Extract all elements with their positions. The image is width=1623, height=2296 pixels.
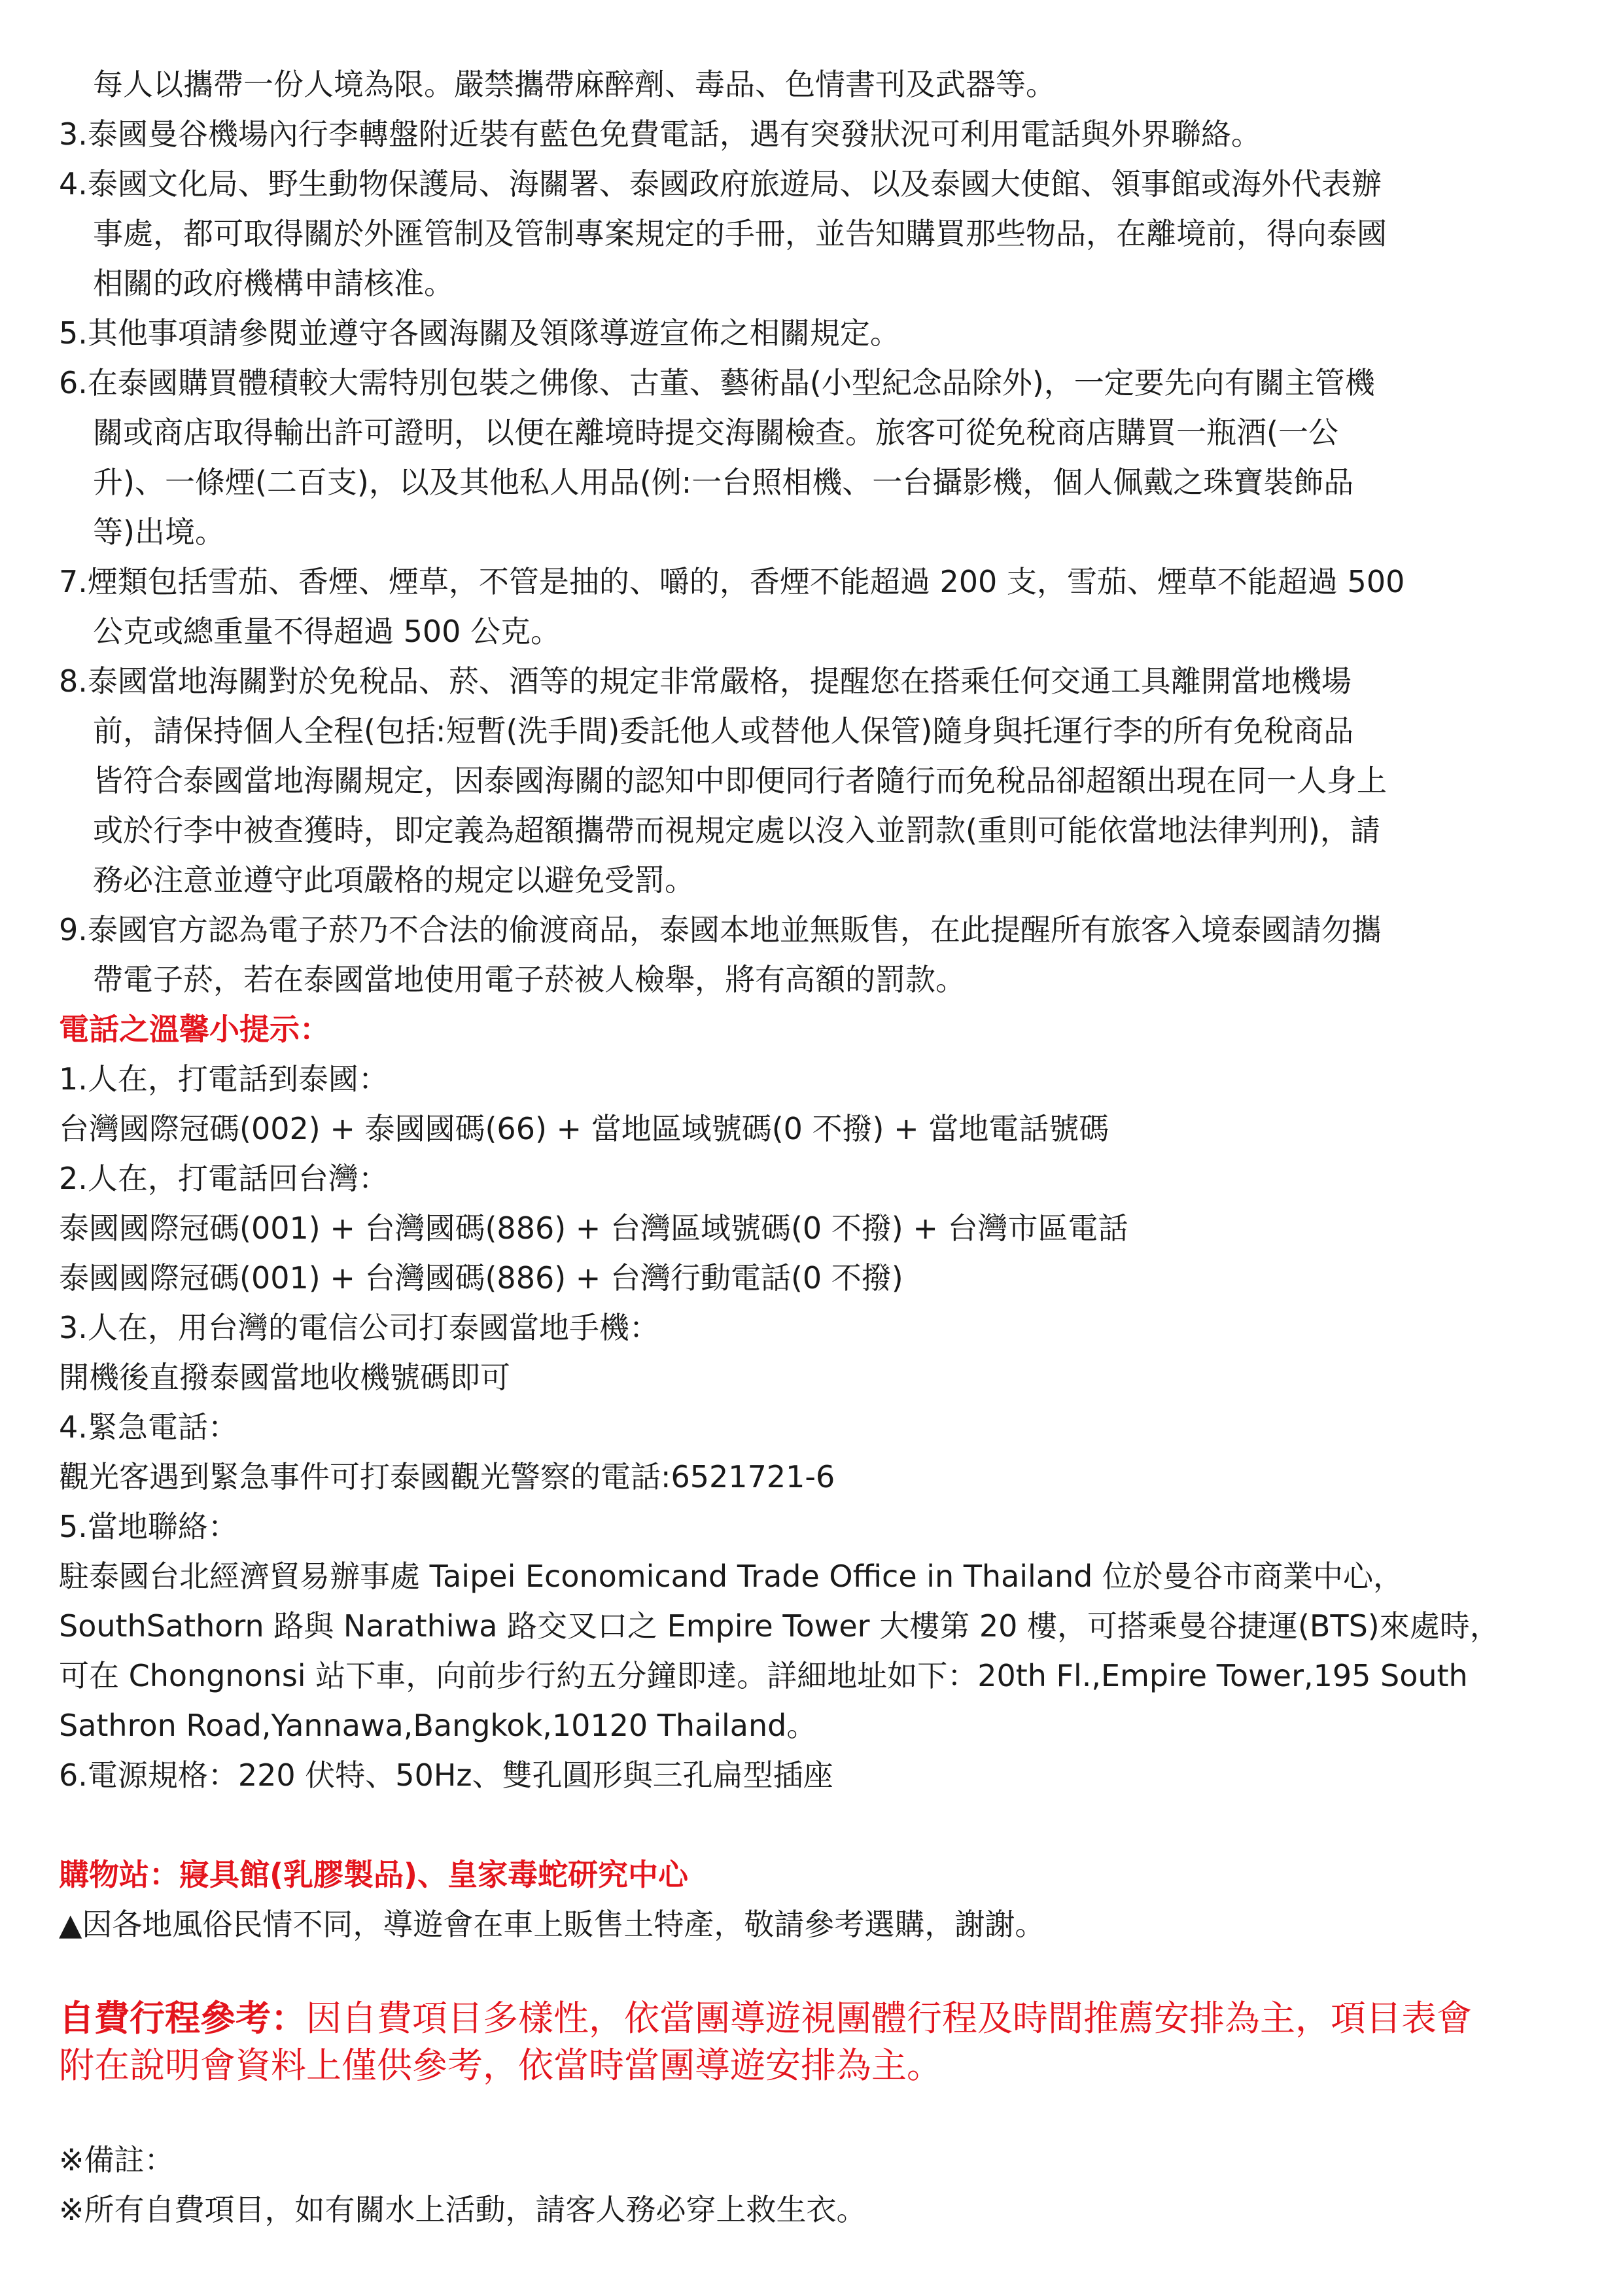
- note-item8-line5: 務必注意並遵守此項嚴格的規定以避免受罰。: [93, 862, 695, 898]
- optional-tours-text: 因自費項目多樣性，依當團導遊視團體行程及時間推薦安排為主，項目表會: [306, 1998, 1472, 2039]
- phone-tip-line: 泰國國際冠碼(001) + 台灣國碼(886) + 台灣區域號碼(0 不撥) + 台灣市區電話: [59, 1210, 1128, 1246]
- phone-tip-line: 3.人在，用台灣的電信公司打泰國當地手機：: [59, 1310, 659, 1345]
- phone-tip-line: 駐泰國台北經濟貿易辦事處 Taipei Economicand Trade Office in Thailand 位於曼谷市商業中心，: [59, 1559, 1403, 1594]
- shopping-heading: 購物站：寢具館(乳膠製品)、皇家毒蛇研究中心: [59, 1857, 689, 1892]
- phone-tip-line: 觀光客遇到緊急事件可打泰國觀光警察的電話:6521721-6: [59, 1459, 835, 1494]
- phone-tip-line: 5.當地聯絡：: [59, 1509, 238, 1544]
- phone-tips-heading: 電話之溫馨小提示：: [59, 1012, 330, 1047]
- note-item6-line4: 等)出境。: [93, 514, 225, 550]
- note-item8-line2: 前，請保持個人全程(包括:短暫(洗手間)委託他人或替他人保管)隨身與托運行李的所有免稅商品: [93, 713, 1354, 749]
- note-item6-line2: 關或商店取得輸出許可證明，以便在離境時提交海關檢查。旅客可從免稅商店購買一瓶酒(一公: [93, 415, 1338, 450]
- phone-tip-line: 6.電源規格：220 伏特、50Hz、雙孔圓形與三孔扁型插座: [59, 1757, 833, 1793]
- phone-tip-line: 泰國國際冠碼(001) + 台灣國碼(886) + 台灣行動電話(0 不撥): [59, 1260, 903, 1296]
- optional-tours-line2: 附在說明會資料上僅供參考，依當時當團導遊安排為主。: [59, 2045, 942, 2086]
- note-item8-line4: 或於行李中被查獲時，即定義為超額攜帶而視規定處以沒入並罰款(重則可能依當地法律判刑)，請: [93, 813, 1380, 848]
- optional-tours-line1: [59, 1997, 1472, 2040]
- note-item7-line1: 7.煙類包括雪茄、香煙、煙草，不管是抽的、嚼的，香煙不能超過 200 支，雪茄、煙草不能超過 500: [59, 564, 1405, 599]
- note-item6-line1: 6.在泰國購買體積較大需特別包裝之佛像、古董、藝術晶(小型紀念品除外)，一定要先向有關主管機: [59, 365, 1375, 400]
- phone-tip-line: 1.人在，打電話到泰國：: [59, 1061, 389, 1097]
- phone-tip-line: 開機後直撥泰國當地收機號碼即可: [59, 1360, 510, 1395]
- note-item4-line3: 相關的政府機構申請核准。: [93, 266, 454, 301]
- note-item7-line2: 公克或總重量不得超過 500 公克。: [93, 614, 561, 649]
- note-item9-line1: 9.泰國官方認為電子菸乃不合法的偷渡商品，泰國本地並無販售，在此提醒所有旅客入境泰國請勿攜: [59, 912, 1382, 947]
- remarks-heading: ※備註：: [59, 2142, 175, 2178]
- phone-tip-line: 可在 Chongnonsi 站下車，向前步行約五分鐘即達。詳細地址如下：20th Fl.,Empire Tower,195 South: [59, 1658, 1468, 1693]
- phone-tip-line: SouthSathorn 路與 Narathiwa 路交叉口之 Empire Tower 大樓第 20 樓，可搭乘曼谷捷運(BTS)來處時，: [59, 1608, 1500, 1644]
- note-item5: 5.其他事項請參閱並遵守各國海關及領隊導遊宣佈之相關規定。: [59, 315, 900, 351]
- note-item9-line2: 帶電子菸，若在泰國當地使用電子菸被人檢舉，將有高額的罰款。: [93, 962, 966, 997]
- note-item4-line2: 事處，都可取得關於外匯管制及管制專案規定的手冊，並告知購買那些物品，在離境前，得向泰國: [93, 216, 1387, 251]
- phone-tip-line: 台灣國際冠碼(002) + 泰國國碼(66) + 當地區域號碼(0 不撥) + 當地電話號碼: [59, 1111, 1109, 1146]
- remarks-line: ※所有自費項目，如有關水上活動，請客人務必穿上救生衣。: [59, 2192, 867, 2227]
- note-item3: 3.泰國曼谷機場內行李轉盤附近裝有藍色免費電話，遇有突發狀況可利用電話與外界聯絡。: [59, 116, 1261, 152]
- note-item2-cont: 每人以攜帶一份人境為限。嚴禁攜帶麻醉劑、毒品、色情書刊及武器等。: [93, 67, 1056, 102]
- note-item8-line1: 8.泰國當地海關對於免稅品、菸、酒等的規定非常嚴格，提醒您在搭乘任何交通工具離開當地機場: [59, 663, 1352, 699]
- note-item4-line1: 4.泰國文化局、野生動物保護局、海關署、泰國政府旅遊局、以及泰國大使館、領事館或海外代表辦: [59, 166, 1382, 202]
- phone-tip-line: Sathron Road,Yannawa,Bangkok,10120 Thailand。: [59, 1708, 817, 1743]
- shopping-note: ▲因各地風俗民情不同，導遊會在車上販售土特產，敬請參考選購，謝謝。: [59, 1907, 1045, 1942]
- phone-tip-line: 4.緊急電話：: [59, 1409, 238, 1445]
- note-item6-line3: 升)、一條煙(二百支)，以及其他私人用品(例:一台照相機、一台攝影機，個人佩戴之珠寶裝飾品: [93, 465, 1354, 500]
- optional-tours-label: 自費行程參考：: [59, 1998, 306, 2039]
- note-item8-line3: 皆符合泰國當地海關規定，因泰國海關的認知中即便同行者隨行而免稅品卻超額出現在同一人身上: [93, 763, 1387, 798]
- phone-tip-line: 2.人在，打電話回台灣：: [59, 1161, 389, 1196]
